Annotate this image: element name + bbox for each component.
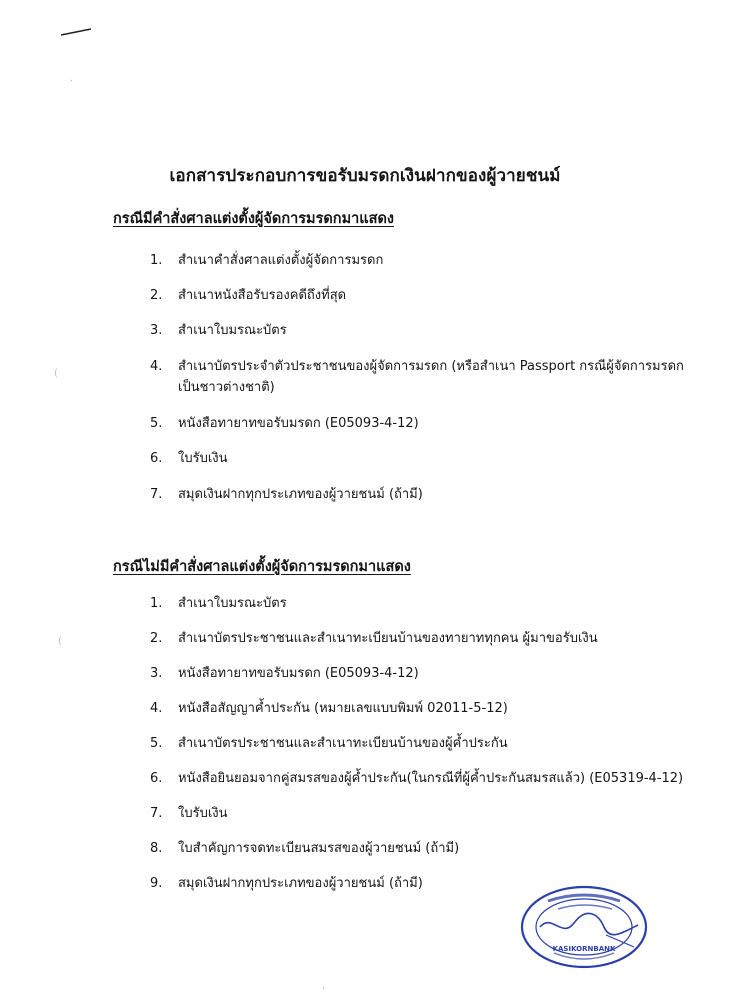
scan-speck: ( <box>54 368 58 379</box>
list-item <box>150 285 690 306</box>
item-text: สำเนาบัตรประจำตัวประชาชนของผู้จัดการมรดก (หรือสำเนา Passport กรณีผู้จัดการมรดกเป็นชาวต่างชาติ) <box>178 359 684 395</box>
item-number: 7. <box>150 806 163 821</box>
item-text: สำเนาใบมรณะบัตร <box>178 596 287 611</box>
item-number: 8. <box>150 841 163 856</box>
section-heading-with-court-order: กรณีมีคำสั่งศาลแต่งตั้งผู้จัดการมรดกมาแสดง <box>113 211 394 227</box>
item-number: 5. <box>150 736 163 751</box>
list-item <box>150 448 690 469</box>
item-text: สำเนาบัตรประชาชนและสำเนาทะเบียนบ้านของทายาททุกคน ผู้มาขอรับเงิน <box>178 631 598 646</box>
list-item <box>150 413 690 434</box>
item-text: สำเนาบัตรประชาชนและสำเนาทะเบียนบ้านของผู้ค้ำประกัน <box>178 736 508 751</box>
list-item <box>150 628 690 649</box>
list-item <box>150 733 690 754</box>
pen-stroke-mark <box>60 28 92 36</box>
item-number: 1. <box>150 253 163 268</box>
list-item <box>150 250 690 271</box>
item-text: ใบรับเงิน <box>178 806 228 821</box>
list-item <box>150 484 690 505</box>
item-text: สำเนาคำสั่งศาลแต่งตั้งผู้จัดการมรดก <box>178 253 384 268</box>
list-item <box>150 803 690 824</box>
item-number: 2. <box>150 631 163 646</box>
item-number: 4. <box>150 359 163 374</box>
item-number: 1. <box>150 596 163 611</box>
list-item <box>150 356 690 398</box>
document-title: เอกสารประกอบการขอรับมรดกเงินฝากของผู้วายชนม์ <box>169 166 561 186</box>
item-number: 3. <box>150 666 163 681</box>
list-item <box>150 593 690 614</box>
scan-speck: ( <box>58 636 62 647</box>
item-number: 9. <box>150 876 163 891</box>
item-text: สมุดเงินฝากทุกประเภทของผู้วายชนม์ (ถ้ามี) <box>178 876 423 891</box>
item-number: 7. <box>150 487 163 502</box>
item-number: 6. <box>150 771 163 786</box>
item-text: ใบสำคัญการจดทะเบียนสมรสของผู้วายชนม์ (ถ้ามี) <box>178 841 460 856</box>
item-text: หนังสือทายาทขอรับมรดก (E05093-4-12) <box>178 666 419 681</box>
item-number: 2. <box>150 288 163 303</box>
list-item <box>150 320 690 341</box>
item-number: 3. <box>150 323 163 338</box>
list-item <box>150 698 690 719</box>
item-text: สมุดเงินฝากทุกประเภทของผู้วายชนม์ (ถ้ามี) <box>178 487 423 502</box>
list-item <box>150 838 690 859</box>
item-number: 4. <box>150 701 163 716</box>
list-item <box>150 663 690 684</box>
item-text: หนังสือยินยอมจากคู่สมรสของผู้ค้ำประกัน(ในกรณีที่ผู้ค้ำประกันสมรสแล้ว) (E05319-4-12) <box>178 771 684 786</box>
item-number: 6. <box>150 451 163 466</box>
section-heading-without-court-order: กรณีไม่มีคำสั่งศาลแต่งตั้งผู้จัดการมรดกมาแสดง <box>113 559 411 575</box>
stamp-bank-name: KASIKORNBANK <box>552 945 616 953</box>
item-text: ใบรับเงิน <box>178 451 228 466</box>
scan-speck: ' <box>322 986 325 997</box>
list-item <box>150 768 690 789</box>
item-number: 5. <box>150 416 163 431</box>
bank-stamp <box>518 883 650 971</box>
scan-speck: · <box>70 76 74 87</box>
item-text: สำเนาใบมรณะบัตร <box>178 323 287 338</box>
item-text: หนังสือทายาทขอรับมรดก (E05093-4-12) <box>178 416 419 431</box>
item-text: หนังสือสัญญาค้ำประกัน (หมายเลขแบบพิมพ์ 02011-5-12) <box>178 701 508 716</box>
item-text: สำเนาหนังสือรับรองคดีถึงที่สุด <box>178 288 347 303</box>
